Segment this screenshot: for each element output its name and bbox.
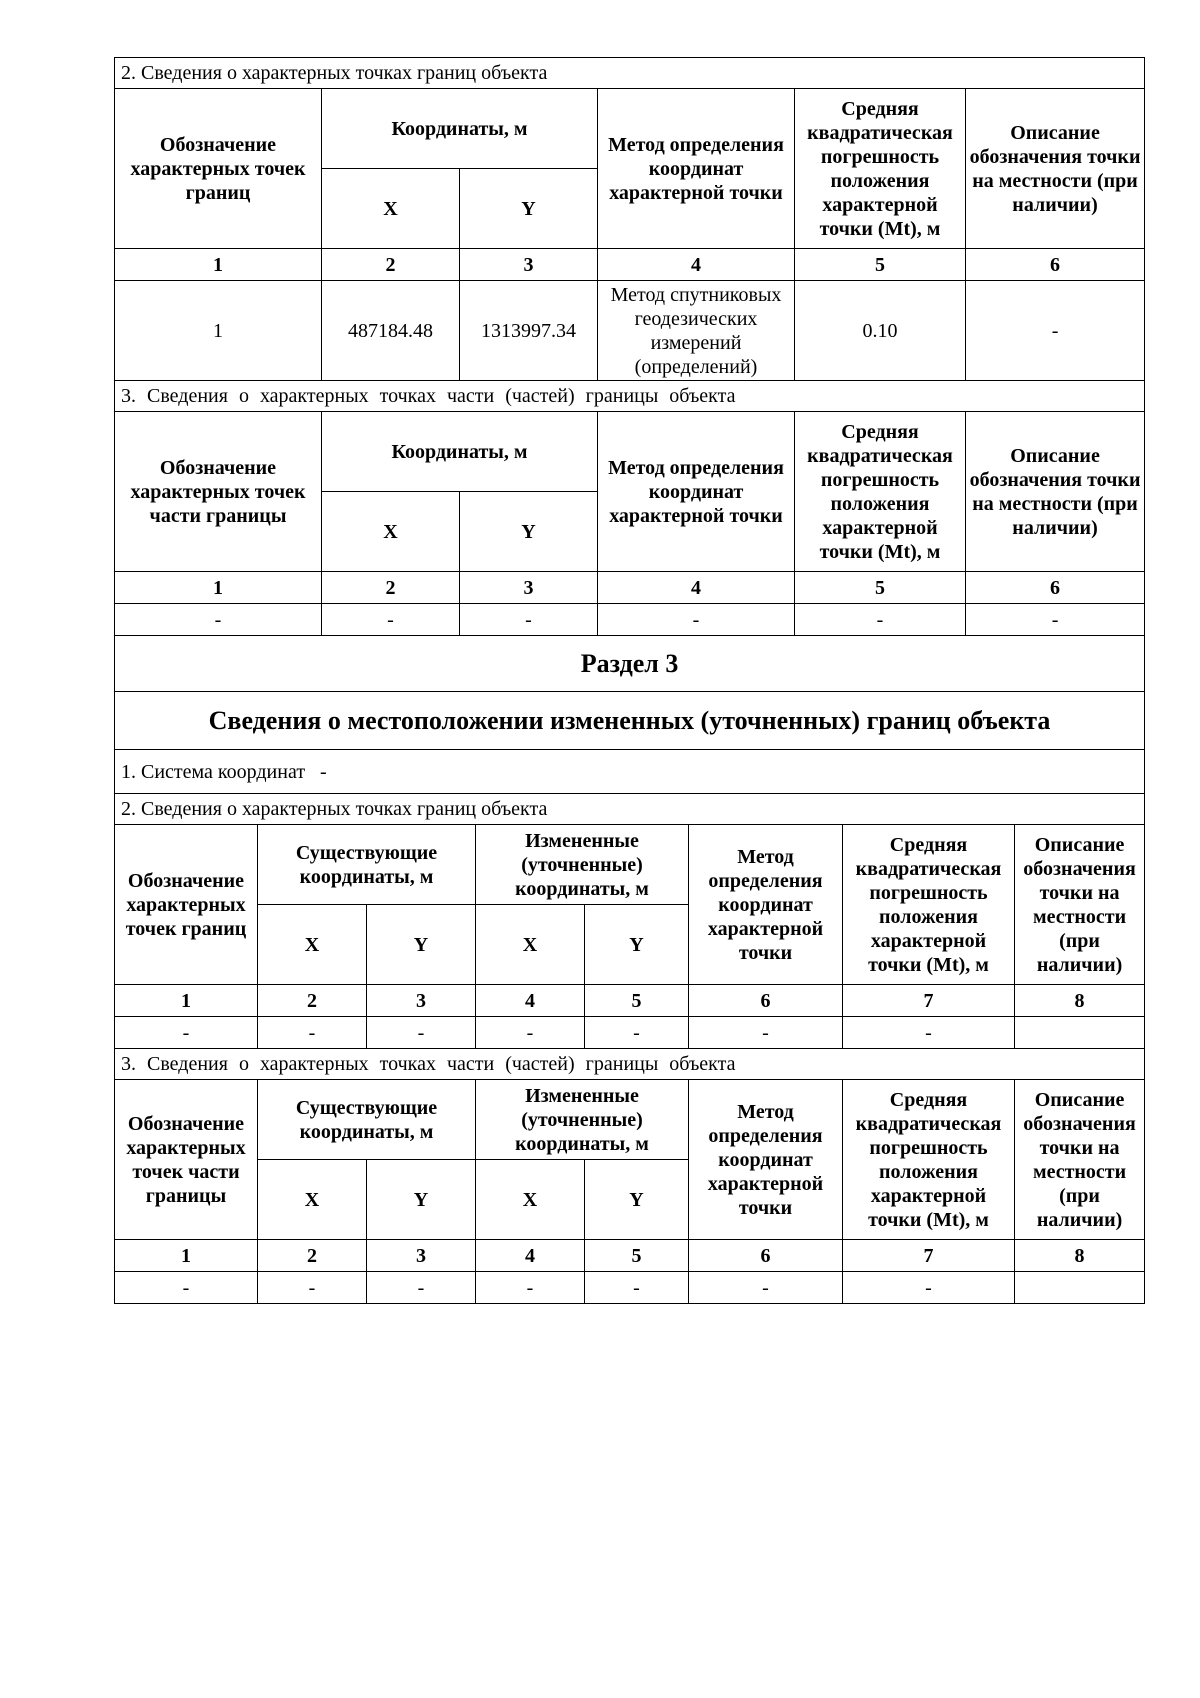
section-title: Раздел 3 [115,636,1145,692]
table-caption: 3. Сведения о характерных точках части (частей) границы объекта [115,1049,1145,1080]
boundary-points-table [114,57,1145,794]
column-number: 4 [476,985,585,1017]
header-designation: Обозначение характерных точек части границы [115,412,322,572]
table-caption: 2. Сведения о характерных точках границ объекта [115,794,1145,825]
column-number: 1 [115,249,322,281]
column-number: 6 [689,985,843,1017]
header-x: X [322,169,460,249]
coordinate-system: 1. Система координат - [115,750,1145,794]
cell-y: - [367,1017,476,1049]
header-designation: Обозначение характерных точек границ [115,825,258,985]
cell-x: - [322,604,460,636]
cell-y: - [460,604,598,636]
cell-error: - [843,1017,1015,1049]
cell-error: 0.10 [795,281,966,381]
header-error: Средняя квадратическая погрешность положения характерной точки (Mt), м [795,89,966,249]
cell-x: 487184.48 [322,281,460,381]
cell-point: - [115,1272,258,1304]
header-description: Описание обозначения точки на местности (при наличии) [966,89,1145,249]
column-number: 6 [689,1240,843,1272]
header-changed-coordinates: Измененные (уточненные) координаты, м [476,1080,689,1160]
section-subtitle: Сведения о местоположении измененных (уточненных) границ объекта [115,692,1145,750]
cell-error: - [843,1272,1015,1304]
header-x: X [258,905,367,985]
cell-x: - [476,1017,585,1049]
column-number: 2 [322,572,460,604]
header-description: Описание обозначения точки на местности (при наличии) [966,412,1145,572]
cell-y: - [367,1272,476,1304]
header-x: X [322,492,460,572]
cell-method: - [598,604,795,636]
header-method: Метод определения координат характерной точки [689,825,843,985]
column-number: 2 [258,1240,367,1272]
column-number: 3 [367,1240,476,1272]
column-number: 4 [598,572,795,604]
table-row [115,604,1145,636]
header-error: Средняя квадратическая погрешность положения характерной точки (Mt), м [843,825,1015,985]
column-number: 1 [115,572,322,604]
header-description: Описание обозначения точки на местности (при наличии) [1015,825,1145,985]
column-number: 6 [966,249,1145,281]
column-number: 4 [476,1240,585,1272]
cell-description [1015,1272,1145,1304]
cell-description [1015,1017,1145,1049]
column-number: 3 [460,249,598,281]
header-coordinates: Координаты, м [322,412,598,492]
header-x: X [476,1160,585,1240]
table-caption: 2. Сведения о характерных точках границ объекта [115,58,1145,89]
table-row [115,1272,1145,1304]
cell-point: 1 [115,281,322,381]
column-number: 4 [598,249,795,281]
column-number: 5 [795,249,966,281]
cell-description: - [966,604,1145,636]
column-number: 5 [585,1240,689,1272]
document-page [114,57,1144,1304]
column-number: 8 [1015,985,1145,1017]
header-y: Y [460,169,598,249]
cell-y: - [585,1017,689,1049]
table-row [115,281,1145,381]
header-designation: Обозначение характерных точек части границы [115,1080,258,1240]
header-y: Y [367,905,476,985]
cell-method: - [689,1272,843,1304]
cell-point: - [115,604,322,636]
cell-description: - [966,281,1145,381]
header-method: Метод определения координат характерной точки [689,1080,843,1240]
column-number: 1 [115,985,258,1017]
column-number: 7 [843,1240,1015,1272]
column-number: 7 [843,985,1015,1017]
header-y: Y [367,1160,476,1240]
header-description: Описание обозначения точки на местности (при наличии) [1015,1080,1145,1240]
header-existing-coordinates: Существующие координаты, м [258,1080,476,1160]
header-error: Средняя квадратическая погрешность положения характерной точки (Mt), м [843,1080,1015,1240]
cell-method: Метод спутниковых геодезических измерений (определений) [598,281,795,381]
cell-method: - [689,1017,843,1049]
cell-point: - [115,1017,258,1049]
header-y: Y [460,492,598,572]
header-x: X [258,1160,367,1240]
column-number: 5 [585,985,689,1017]
header-x: X [476,905,585,985]
header-error: Средняя квадратическая погрешность положения характерной точки (Mt), м [795,412,966,572]
column-number: 3 [460,572,598,604]
header-method: Метод определения координат характерной точки [598,89,795,249]
column-number: 1 [115,1240,258,1272]
changed-boundary-points-table [114,793,1145,1304]
table-caption: 3. Сведения о характерных точках части (частей) границы объекта [115,381,1145,412]
column-number: 5 [795,572,966,604]
header-method: Метод определения координат характерной точки [598,412,795,572]
column-number: 2 [322,249,460,281]
header-y: Y [585,1160,689,1240]
header-existing-coordinates: Существующие координаты, м [258,825,476,905]
cell-error: - [795,604,966,636]
column-number: 8 [1015,1240,1145,1272]
header-changed-coordinates: Измененные (уточненные) координаты, м [476,825,689,905]
column-number: 3 [367,985,476,1017]
cell-y: - [585,1272,689,1304]
cell-x: - [258,1272,367,1304]
column-number: 2 [258,985,367,1017]
header-coordinates: Координаты, м [322,89,598,169]
cell-x: - [476,1272,585,1304]
header-y: Y [585,905,689,985]
cell-x: - [258,1017,367,1049]
column-number: 6 [966,572,1145,604]
table-row [115,1017,1145,1049]
cell-y: 1313997.34 [460,281,598,381]
header-designation: Обозначение характерных точек границ [115,89,322,249]
